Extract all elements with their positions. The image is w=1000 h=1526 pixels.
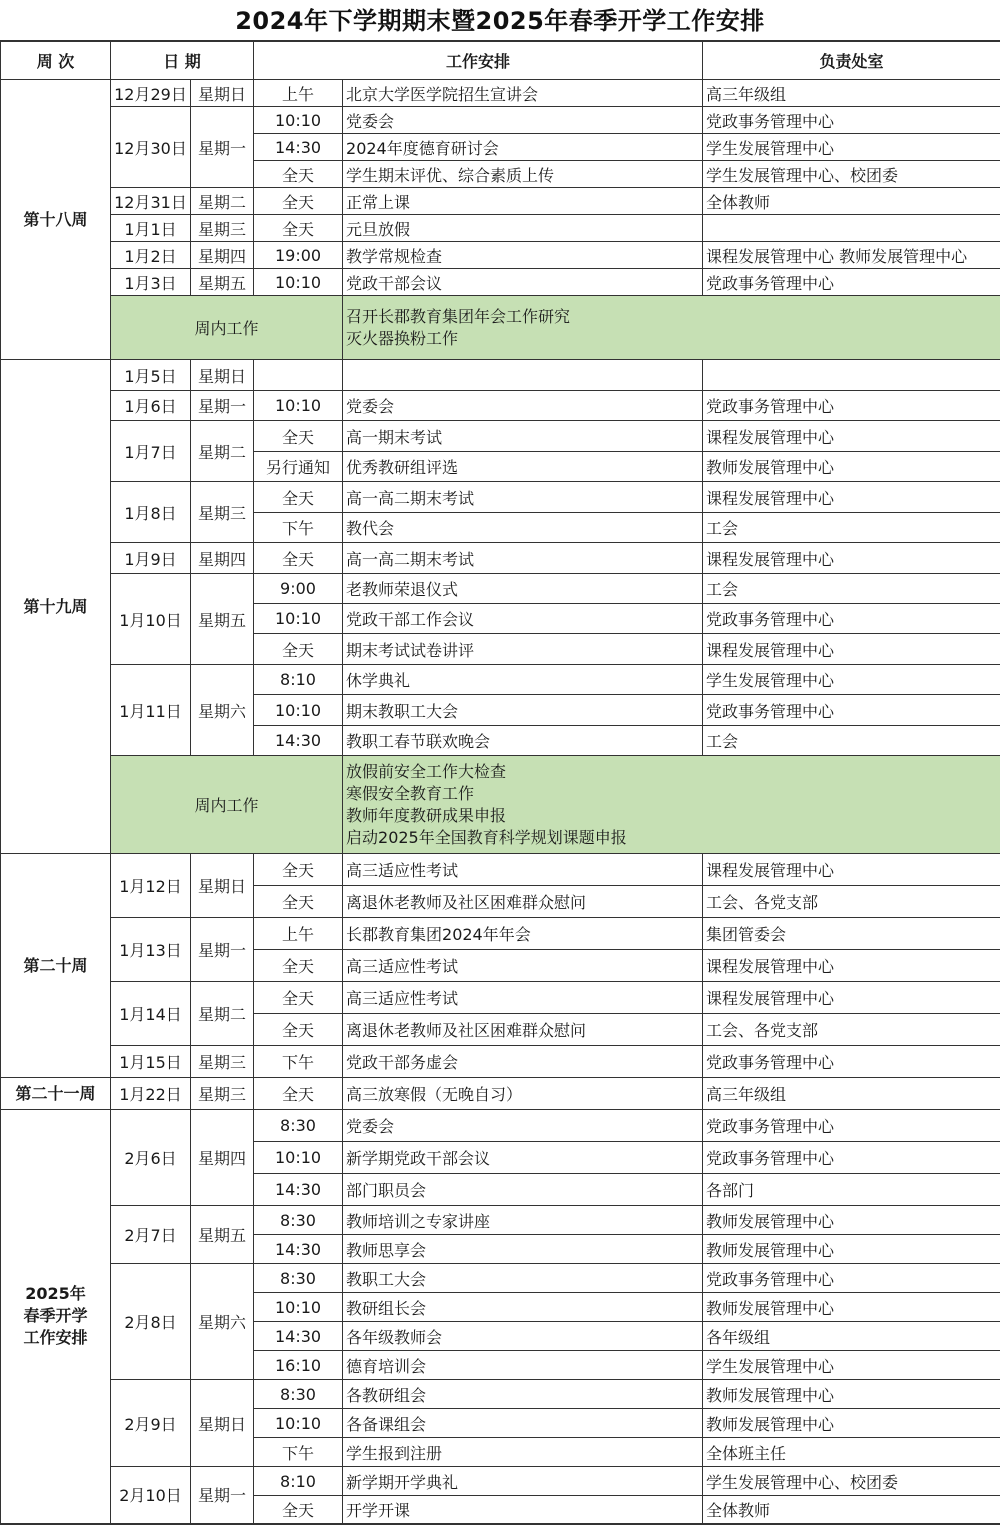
time-cell: 全天	[254, 215, 343, 242]
table-row	[1, 1046, 1000, 1078]
time-cell: 14:30	[254, 726, 343, 756]
task-cell: 党委会	[343, 107, 703, 134]
time-cell: 10:10	[254, 695, 343, 726]
task-cell: 高三适应性考试	[343, 854, 703, 886]
task-cell: 教师思享会	[343, 1235, 703, 1264]
dept-cell: 各年级组	[703, 1322, 1000, 1351]
time-cell: 另行通知	[254, 452, 343, 482]
time-cell: 10:10	[254, 269, 343, 296]
table-row	[1, 215, 1000, 242]
task-cell: 元旦放假	[343, 215, 703, 242]
date-cell: 1月3日	[111, 269, 191, 296]
task-cell: 老教师荣退仪式	[343, 574, 703, 604]
task-cell: 党政干部会议	[343, 269, 703, 296]
dept-cell: 工会、各党支部	[703, 1014, 1000, 1046]
dept-cell: 全体教师	[703, 1496, 1000, 1524]
weekday-cell: 星期一	[191, 918, 254, 982]
date-cell: 2月6日	[111, 1110, 191, 1206]
date-cell: 1月2日	[111, 242, 191, 269]
time-cell: 14:30	[254, 1174, 343, 1206]
task-cell: 新学期开学典礼	[343, 1467, 703, 1496]
weekday-cell: 星期一	[191, 107, 254, 188]
table-row	[1, 188, 1000, 215]
weekly-work-item: 教师年度教研成果申报	[346, 805, 507, 825]
task-cell: 德育培训会	[343, 1351, 703, 1380]
time-cell: 全天	[254, 161, 343, 188]
week-label: 第二十周	[1, 854, 111, 1078]
dept-cell: 学生发展管理中心	[703, 665, 1000, 695]
dept-cell: 教师发展管理中心	[703, 1235, 1000, 1264]
task-cell: 党政干部工作会议	[343, 604, 703, 634]
task-cell: 教研组长会	[343, 1293, 703, 1322]
task-cell: 期末考试试卷讲评	[343, 634, 703, 665]
time-cell: 8:30	[254, 1264, 343, 1293]
task-cell: 教学常规检查	[343, 242, 703, 269]
date-cell: 2月7日	[111, 1206, 191, 1264]
date-cell: 1月14日	[111, 982, 191, 1046]
weekday-cell: 星期三	[191, 1078, 254, 1110]
weekly-work-row	[1, 756, 1000, 854]
dept-cell: 党政事务管理中心	[703, 107, 1000, 134]
time-cell: 下午	[254, 1046, 343, 1078]
dept-cell: 学生发展管理中心	[703, 1351, 1000, 1380]
dept-cell: 党政事务管理中心	[703, 604, 1000, 634]
header-dept: 负责处室	[703, 41, 1000, 80]
weekday-cell: 星期日	[191, 360, 254, 391]
time-cell: 10:10	[254, 391, 343, 421]
schedule-body	[1, 80, 1000, 1524]
weekly-work-row	[1, 296, 1000, 360]
date-cell: 12月30日	[111, 107, 191, 188]
dept-cell: 课程发展管理中心	[703, 421, 1000, 452]
time-cell: 全天	[254, 982, 343, 1014]
time-cell: 上午	[254, 80, 343, 107]
time-cell: 9:00	[254, 574, 343, 604]
task-cell: 党委会	[343, 391, 703, 421]
task-cell: 高三适应性考试	[343, 950, 703, 982]
task-cell: 北京大学医学院招生宣讲会	[343, 80, 703, 107]
task-cell: 离退休老教师及社区困难群众慰问	[343, 1014, 703, 1046]
time-cell: 10:10	[254, 1293, 343, 1322]
weekday-cell: 星期日	[191, 854, 254, 918]
weekly-work-item: 召开长郡教育集团年会工作研究	[346, 306, 571, 326]
dept-cell: 课程发展管理中心	[703, 950, 1000, 982]
date-cell: 1月22日	[111, 1078, 191, 1110]
dept-cell: 课程发展管理中心	[703, 543, 1000, 574]
dept-cell: 教师发展管理中心	[703, 452, 1000, 482]
dept-cell: 教师发展管理中心	[703, 1409, 1000, 1438]
time-cell: 全天	[254, 886, 343, 918]
time-cell: 8:10	[254, 1467, 343, 1496]
table-row	[1, 482, 1000, 513]
time-cell: 14:30	[254, 1322, 343, 1351]
task-cell: 党政干部务虚会	[343, 1046, 703, 1078]
dept-cell: 全体教师	[703, 188, 1000, 215]
weekly-work-label: 周内工作	[111, 296, 343, 360]
weekday-cell: 星期四	[191, 1110, 254, 1206]
task-cell: 各年级教师会	[343, 1322, 703, 1351]
table-row	[1, 1380, 1000, 1409]
task-cell: 长郡教育集团2024年年会	[343, 918, 703, 950]
dept-cell: 学生发展管理中心、校团委	[703, 161, 1000, 188]
table-row	[1, 269, 1000, 296]
header-row	[1, 41, 1000, 80]
table-row	[1, 854, 1000, 886]
time-cell: 全天	[254, 1078, 343, 1110]
task-cell: 优秀教研组评选	[343, 452, 703, 482]
table-row	[1, 107, 1000, 134]
date-cell: 1月9日	[111, 543, 191, 574]
task-cell: 各教研组会	[343, 1380, 703, 1409]
task-cell	[343, 360, 703, 391]
dept-cell: 学生发展管理中心	[703, 134, 1000, 161]
week-label	[1, 1110, 111, 1524]
time-cell: 10:10	[254, 1142, 343, 1174]
table-row	[1, 391, 1000, 421]
date-cell: 12月29日	[111, 80, 191, 107]
weekday-cell: 星期三	[191, 215, 254, 242]
time-cell: 19:00	[254, 242, 343, 269]
time-cell: 8:30	[254, 1110, 343, 1142]
table-row	[1, 574, 1000, 604]
table-row	[1, 918, 1000, 950]
weekly-work-label: 周内工作	[111, 756, 343, 854]
task-cell: 教职工春节联欢晚会	[343, 726, 703, 756]
dept-cell: 党政事务管理中心	[703, 1046, 1000, 1078]
time-cell: 8:30	[254, 1380, 343, 1409]
time-cell: 全天	[254, 854, 343, 886]
weekday-cell: 星期三	[191, 482, 254, 543]
table-row	[1, 1110, 1000, 1142]
task-cell: 教师培训之专家讲座	[343, 1206, 703, 1235]
week-label: 第十九周	[1, 360, 111, 854]
weekday-cell: 星期一	[191, 1467, 254, 1524]
schedule-table	[0, 40, 1000, 1525]
dept-cell: 课程发展管理中心	[703, 854, 1000, 886]
time-cell: 10:10	[254, 1409, 343, 1438]
task-cell: 学生期末评优、综合素质上传	[343, 161, 703, 188]
time-cell: 16:10	[254, 1351, 343, 1380]
week-label-line: 工作安排	[23, 1328, 88, 1348]
task-cell: 部门职员会	[343, 1174, 703, 1206]
date-cell: 1月12日	[111, 854, 191, 918]
task-cell: 期末教职工大会	[343, 695, 703, 726]
weekday-cell: 星期五	[191, 1206, 254, 1264]
time-cell: 10:10	[254, 604, 343, 634]
time-cell: 全天	[254, 950, 343, 982]
dept-cell: 学生发展管理中心、校团委	[703, 1467, 1000, 1496]
weekday-cell: 星期二	[191, 421, 254, 482]
weekly-work-item: 放假前安全工作大检查	[346, 761, 507, 781]
table-row	[1, 1206, 1000, 1235]
table-row	[1, 1467, 1000, 1496]
date-cell: 1月10日	[111, 574, 191, 665]
dept-cell: 各部门	[703, 1174, 1000, 1206]
table-row	[1, 80, 1000, 107]
dept-cell: 党政事务管理中心	[703, 1142, 1000, 1174]
date-cell: 1月6日	[111, 391, 191, 421]
weekly-work-items	[343, 756, 1000, 854]
weekly-work-item: 灭火器换粉工作	[346, 328, 459, 348]
dept-cell: 工会、各党支部	[703, 886, 1000, 918]
dept-cell: 高三年级组	[703, 80, 1000, 107]
dept-cell: 工会	[703, 726, 1000, 756]
date-cell: 2月9日	[111, 1380, 191, 1467]
week-label-line: 2025年	[25, 1284, 86, 1304]
dept-cell: 集团管委会	[703, 918, 1000, 950]
dept-cell: 教师发展管理中心	[703, 1380, 1000, 1409]
table-row	[1, 421, 1000, 452]
weekday-cell: 星期四	[191, 242, 254, 269]
time-cell: 全天	[254, 482, 343, 513]
time-cell: 下午	[254, 1438, 343, 1467]
task-cell: 正常上课	[343, 188, 703, 215]
task-cell: 各备课组会	[343, 1409, 703, 1438]
time-cell: 全天	[254, 421, 343, 452]
weekday-cell: 星期二	[191, 982, 254, 1046]
time-cell: 8:10	[254, 665, 343, 695]
dept-cell: 课程发展管理中心	[703, 634, 1000, 665]
dept-cell: 党政事务管理中心	[703, 1264, 1000, 1293]
weekday-cell: 星期三	[191, 1046, 254, 1078]
weekday-cell: 星期五	[191, 269, 254, 296]
time-cell: 14:30	[254, 1235, 343, 1264]
date-cell: 1月1日	[111, 215, 191, 242]
dept-cell: 党政事务管理中心	[703, 391, 1000, 421]
week-label: 第十八周	[1, 80, 111, 360]
weekday-cell: 星期五	[191, 574, 254, 665]
time-cell: 全天	[254, 634, 343, 665]
task-cell: 开学开课	[343, 1496, 703, 1524]
dept-cell: 高三年级组	[703, 1078, 1000, 1110]
time-cell: 下午	[254, 513, 343, 543]
table-row	[1, 1264, 1000, 1293]
time-cell: 上午	[254, 918, 343, 950]
time-cell	[254, 360, 343, 391]
task-cell: 学生报到注册	[343, 1438, 703, 1467]
dept-cell: 课程发展管理中心	[703, 482, 1000, 513]
dept-cell: 课程发展管理中心	[703, 982, 1000, 1014]
time-cell: 全天	[254, 543, 343, 574]
table-row	[1, 360, 1000, 391]
date-cell: 1月7日	[111, 421, 191, 482]
date-cell: 1月5日	[111, 360, 191, 391]
week-label-line: 春季开学	[23, 1306, 88, 1326]
header-week: 周 次	[1, 41, 111, 80]
table-row	[1, 665, 1000, 695]
weekday-cell: 星期日	[191, 80, 254, 107]
task-cell: 教代会	[343, 513, 703, 543]
date-cell: 1月13日	[111, 918, 191, 982]
task-cell: 高一高二期末考试	[343, 543, 703, 574]
task-cell: 高三适应性考试	[343, 982, 703, 1014]
dept-cell	[703, 360, 1000, 391]
date-cell: 2月8日	[111, 1264, 191, 1380]
dept-cell: 党政事务管理中心	[703, 695, 1000, 726]
weekly-work-items	[343, 296, 1000, 360]
time-cell: 14:30	[254, 134, 343, 161]
weekly-work-item: 寒假安全教育工作	[346, 783, 475, 803]
dept-cell	[703, 215, 1000, 242]
task-cell: 教职工大会	[343, 1264, 703, 1293]
task-cell: 休学典礼	[343, 665, 703, 695]
weekly-work-item: 启动2025年全国教育科学规划课题申报	[346, 827, 627, 847]
header-date: 日 期	[111, 41, 254, 80]
header-task: 工作安排	[254, 41, 703, 80]
task-cell: 高一高二期末考试	[343, 482, 703, 513]
task-cell: 新学期党政干部会议	[343, 1142, 703, 1174]
table-row	[1, 543, 1000, 574]
weekday-cell: 星期二	[191, 188, 254, 215]
task-cell: 高一期末考试	[343, 421, 703, 452]
dept-cell: 教师发展管理中心	[703, 1293, 1000, 1322]
dept-cell: 教师发展管理中心	[703, 1206, 1000, 1235]
weekday-cell: 星期日	[191, 1380, 254, 1467]
date-cell: 1月8日	[111, 482, 191, 543]
time-cell: 全天	[254, 1014, 343, 1046]
page-title: 2024年下学期期末暨2025年春季开学工作安排	[235, 7, 765, 35]
time-cell: 全天	[254, 188, 343, 215]
table-row	[1, 242, 1000, 269]
task-cell: 离退休老教师及社区困难群众慰问	[343, 886, 703, 918]
week-label: 第二十一周	[1, 1078, 111, 1110]
date-cell: 1月11日	[111, 665, 191, 756]
time-cell: 8:30	[254, 1206, 343, 1235]
dept-cell: 课程发展管理中心 教师发展管理中心	[703, 242, 1000, 269]
dept-cell: 党政事务管理中心	[703, 269, 1000, 296]
weekday-cell: 星期四	[191, 543, 254, 574]
dept-cell: 工会	[703, 513, 1000, 543]
task-cell: 高三放寒假（无晚自习）	[343, 1078, 703, 1110]
table-row	[1, 1078, 1000, 1110]
date-cell: 2月10日	[111, 1467, 191, 1524]
weekday-cell: 星期一	[191, 391, 254, 421]
weekday-cell: 星期六	[191, 1264, 254, 1380]
time-cell: 全天	[254, 1496, 343, 1524]
task-cell: 党委会	[343, 1110, 703, 1142]
weekday-cell: 星期六	[191, 665, 254, 756]
table-row	[1, 982, 1000, 1014]
time-cell: 10:10	[254, 107, 343, 134]
dept-cell: 全体班主任	[703, 1438, 1000, 1467]
dept-cell: 党政事务管理中心	[703, 1110, 1000, 1142]
date-cell: 1月15日	[111, 1046, 191, 1078]
dept-cell: 工会	[703, 574, 1000, 604]
date-cell: 12月31日	[111, 188, 191, 215]
task-cell: 2024年度德育研讨会	[343, 134, 703, 161]
